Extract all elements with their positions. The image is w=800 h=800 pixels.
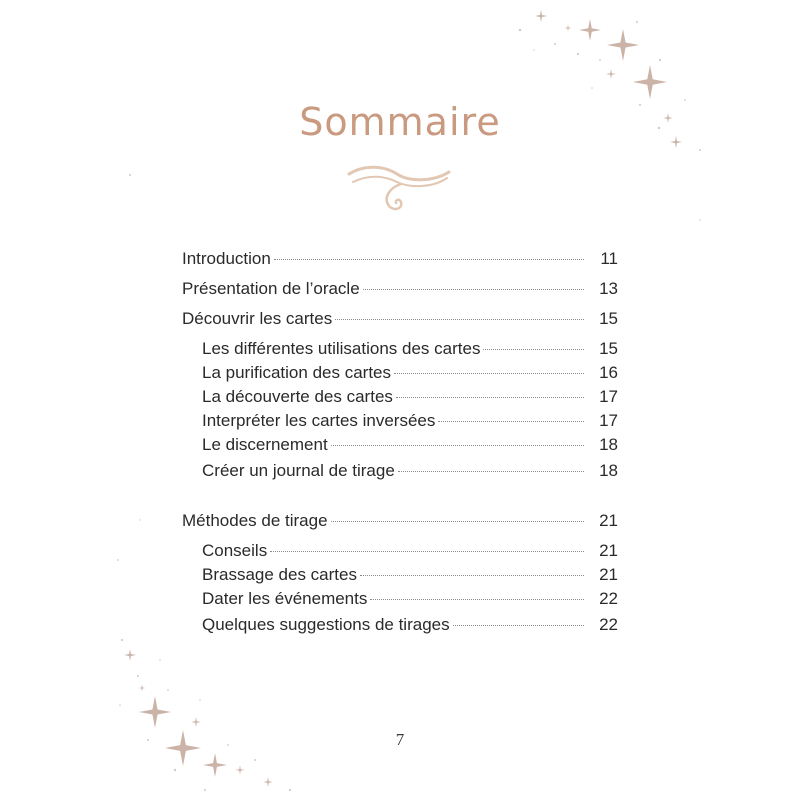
toc-entry-page: 13: [599, 279, 618, 298]
toc-entry-page: 21: [599, 541, 618, 560]
dot-leader: [331, 445, 584, 446]
dot-leader: [394, 373, 584, 374]
toc-entry-title: Créer un journal de tirage: [202, 461, 395, 480]
dot-leader: [453, 625, 584, 626]
toc-entry: [202, 432, 618, 458]
star-icon: [124, 649, 273, 787]
dot-leader: [270, 551, 584, 552]
toc-entry-title: Les différentes utilisations des cartes: [202, 339, 481, 358]
toc-entry-page: 21: [599, 511, 618, 530]
toc-entry: [202, 408, 618, 434]
toc-entry-page: 22: [599, 615, 618, 634]
dot-leader: [438, 421, 584, 422]
dot-leader: [360, 575, 584, 576]
toc-entry-title: Découvrir les cartes: [182, 309, 333, 328]
toc-entry: [202, 336, 618, 362]
dot-leader: [483, 349, 584, 350]
toc-entry-title: Brassage des cartes: [202, 565, 357, 584]
toc-entry: [182, 246, 618, 272]
toc-entry-page: 17: [599, 411, 618, 430]
dot-leader: [363, 289, 584, 290]
page-title: Sommaire: [299, 100, 501, 144]
toc-entry: [202, 458, 618, 484]
toc-entry-page: 17: [599, 387, 618, 406]
toc-entry-title: La purification des cartes: [202, 363, 391, 382]
toc-entry-page: 15: [599, 339, 618, 358]
dot-leader: [335, 319, 584, 320]
toc-entry-title: Introduction: [182, 249, 271, 268]
toc-entry: [182, 306, 618, 332]
toc-entry: [202, 538, 618, 564]
toc-entry: [182, 508, 618, 534]
dot-leader: [274, 259, 584, 260]
toc-entry-title: Quelques suggestions de tirages: [202, 615, 450, 634]
toc-entry-page: 16: [599, 363, 618, 382]
toc-entry-title: Présentation de l’oracle: [182, 279, 360, 298]
dot-leader: [331, 521, 584, 522]
toc-entry-title: La découverte des cartes: [202, 387, 393, 406]
toc-entry-page: 18: [599, 461, 618, 480]
dot-leader: [398, 471, 584, 472]
toc-entry-page: 15: [599, 309, 618, 328]
toc-entry-page: 21: [599, 565, 618, 584]
toc-entry-title: Interpréter les cartes inversées: [202, 411, 436, 430]
dot-leader: [396, 397, 584, 398]
toc-entry-title: Conseils: [202, 541, 268, 560]
toc-entry-title: Méthodes de tirage: [182, 511, 328, 530]
dot-leader: [370, 599, 584, 600]
toc-entry: [202, 586, 618, 612]
toc-entry: [202, 384, 618, 410]
toc-entry-title: Le discernement: [202, 435, 328, 454]
toc-entry: [202, 360, 618, 386]
toc-entry: [202, 562, 618, 588]
toc-entry: [202, 612, 618, 638]
toc-entry-page: 22: [599, 589, 618, 608]
flourish-ornament: [345, 160, 455, 216]
toc-entry-page: 11: [600, 249, 618, 268]
page-number: 7: [395, 730, 405, 749]
toc-entry-title: Dater les événements: [202, 589, 368, 608]
toc-entry: [182, 276, 618, 302]
toc-entry-page: 18: [599, 435, 618, 454]
